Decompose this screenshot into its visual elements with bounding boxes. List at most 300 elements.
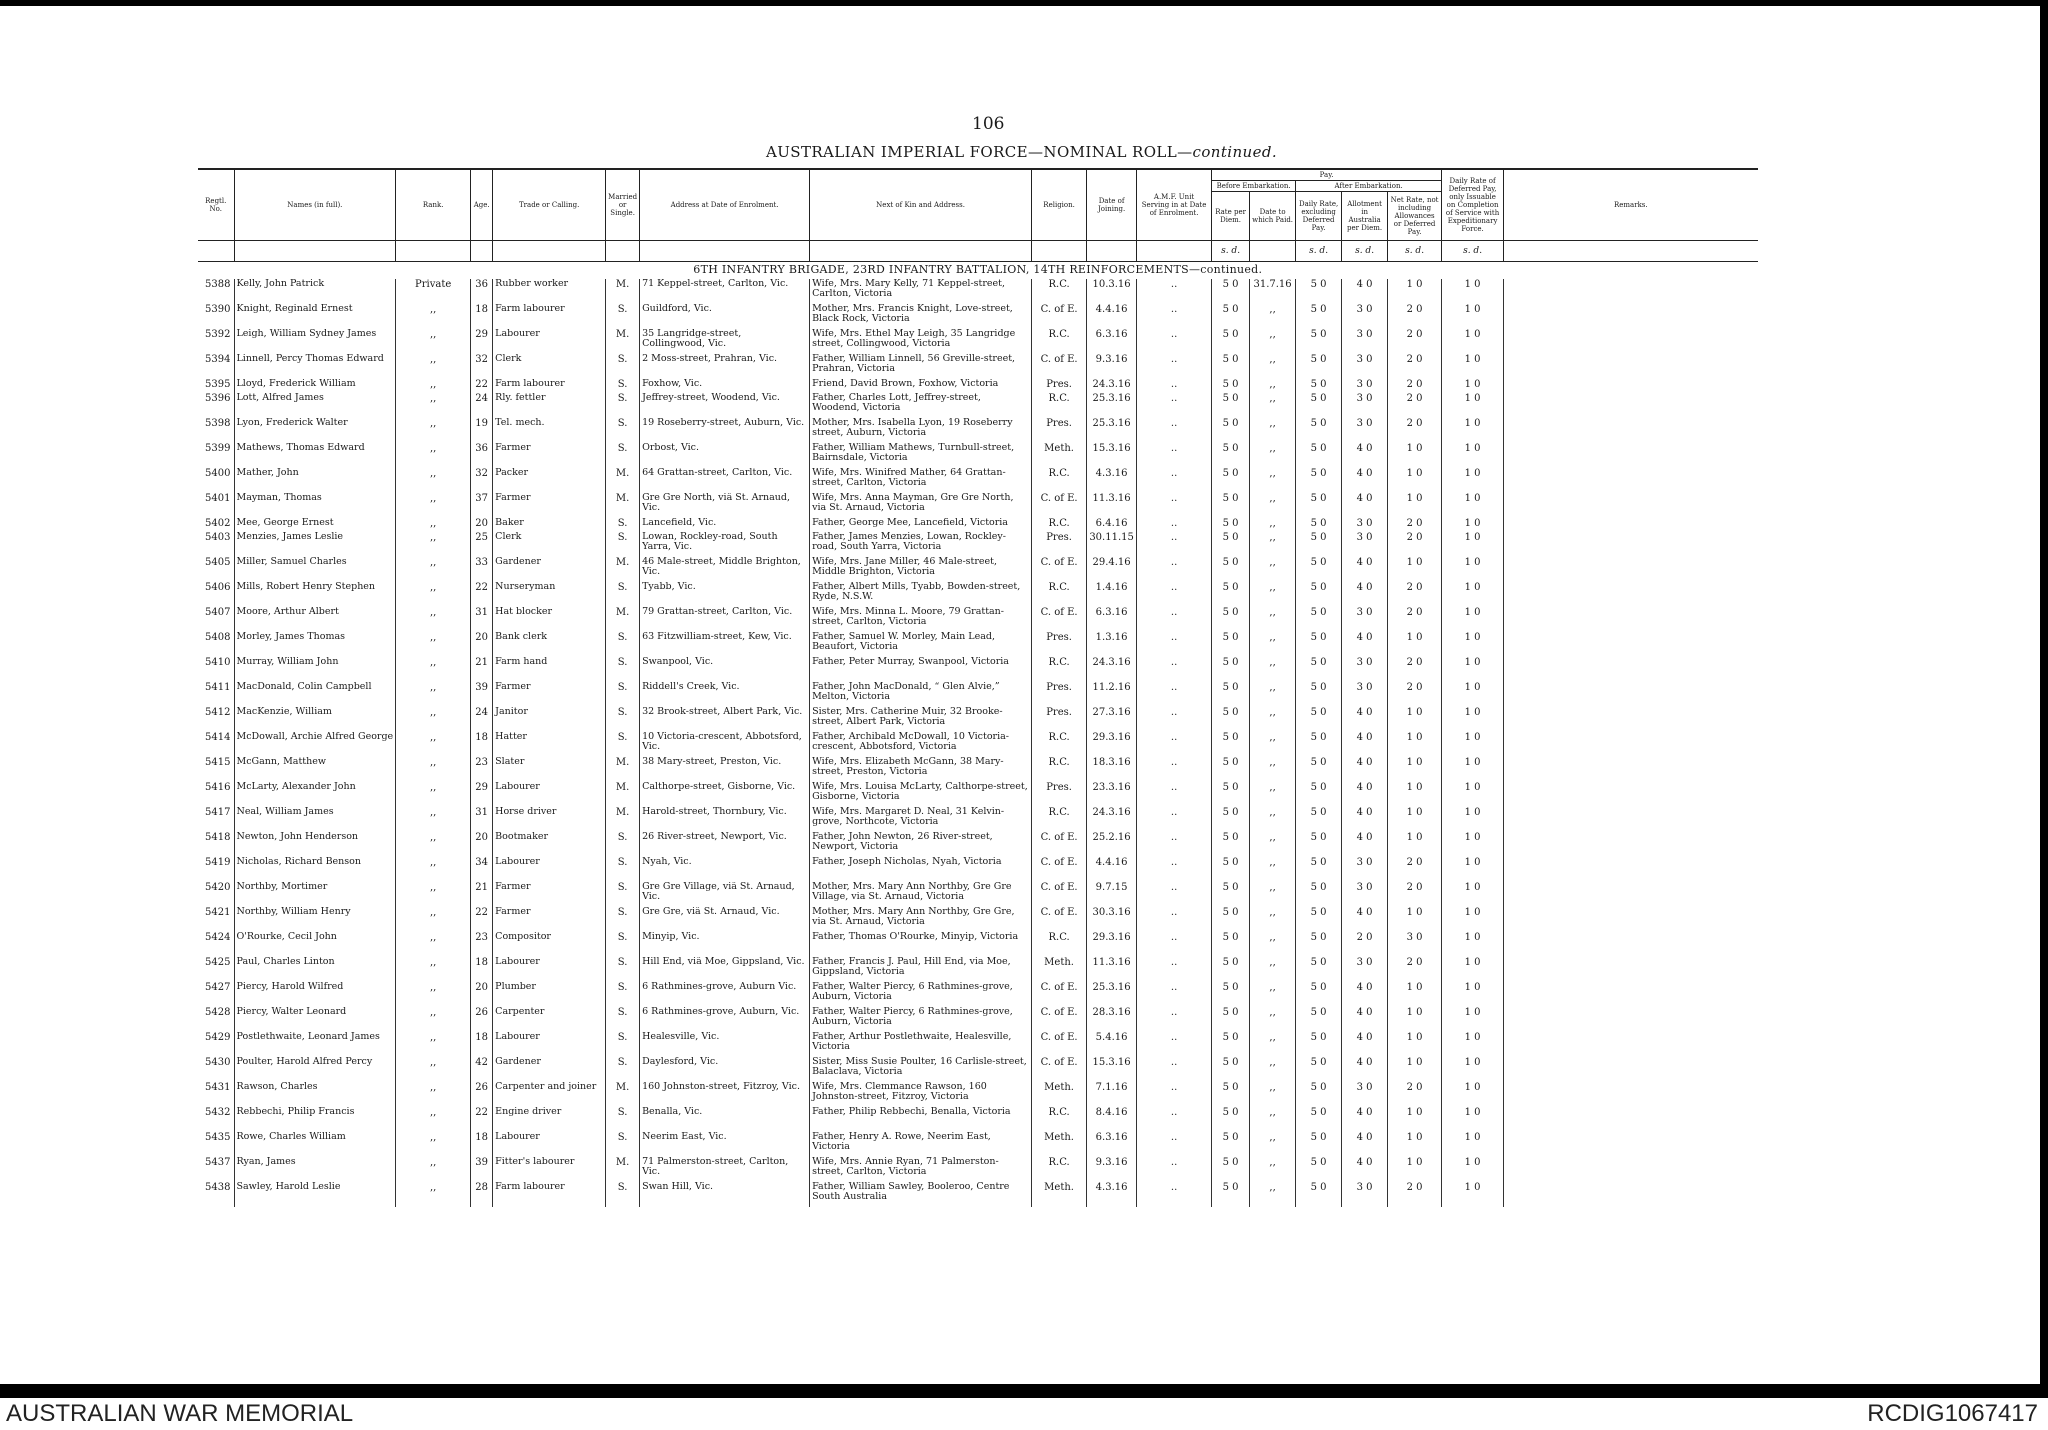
age-cell: 18 [471, 732, 493, 757]
roll-body [198, 262, 1758, 1208]
married-cell: M. [606, 1157, 640, 1182]
date-joining-cell: 7.1.16 [1087, 1082, 1137, 1107]
name-cell: Menzies, James Leslie [234, 532, 396, 557]
address-cell: 160 Johnston-street, Fitzroy, Vic. [640, 1082, 810, 1107]
name-cell: Rowe, Charles William [234, 1132, 396, 1157]
rate-per-diem-cell: 5 0 [1212, 982, 1250, 1007]
allotment-cell: 3 0 [1342, 657, 1388, 682]
date-paid-cell: ,, [1250, 982, 1296, 1007]
religion-cell: R.C. [1032, 518, 1087, 532]
address-cell: 35 Langridge-street, Collingwood, Vic. [640, 329, 810, 354]
rank-cell: ,, [396, 582, 471, 607]
name-cell: Piercy, Harold Wilfred [234, 982, 396, 1007]
next-of-kin-cell: Father, Archibald McDowall, 10 Victoria-crescent, Abbotsford, Victoria [810, 732, 1032, 757]
religion-cell: C. of E. [1032, 1032, 1087, 1057]
rate-per-diem-cell: 5 0 [1212, 757, 1250, 782]
rank-cell: ,, [396, 493, 471, 518]
age-cell: 18 [471, 1032, 493, 1057]
trade-cell: Hatter [493, 732, 606, 757]
regtl-no-cell: 5415 [205, 757, 231, 768]
net-rate-cell: 1 0 [1388, 782, 1442, 807]
married-cell: S. [606, 304, 640, 329]
rate-per-diem-cell: 5 0 [1212, 682, 1250, 707]
deferred-rate-cell: 1 0 [1442, 732, 1504, 757]
date-paid-cell: ,, [1250, 443, 1296, 468]
religion-cell: C. of E. [1032, 304, 1087, 329]
rank-cell: ,, [396, 1057, 471, 1082]
rank-cell: ,, [396, 379, 471, 393]
next-of-kin-cell: Wife, Mrs. Winifred Mather, 64 Grattan-street, Carlton, Victoria [810, 468, 1032, 493]
rate-per-diem-cell: 5 0 [1212, 354, 1250, 379]
regtl-no-cell: 5392 [205, 329, 231, 340]
date-joining-cell: 6.3.16 [1087, 329, 1137, 354]
remarks-cell [1504, 832, 1758, 857]
deferred-rate-cell: 1 0 [1442, 782, 1504, 807]
allotment-cell: 3 0 [1342, 418, 1388, 443]
religion-cell: Pres. [1032, 782, 1087, 807]
married-cell: M. [606, 1082, 640, 1107]
rate-per-diem-cell: 5 0 [1212, 468, 1250, 493]
allotment-cell: 3 0 [1342, 304, 1388, 329]
net-rate-cell: 1 0 [1388, 1007, 1442, 1032]
age-cell: 28 [471, 1182, 493, 1207]
remarks-cell [1504, 907, 1758, 932]
allotment-cell: 4 0 [1342, 1132, 1388, 1157]
date-joining-cell: 28.3.16 [1087, 1007, 1137, 1032]
deferred-rate-cell: 1 0 [1442, 1082, 1504, 1107]
date-paid-cell: ,, [1250, 932, 1296, 957]
allotment-cell: 3 0 [1342, 329, 1388, 354]
age-cell: 24 [471, 707, 493, 732]
date-paid-cell: ,, [1250, 907, 1296, 932]
daily-rate-cell: 5 0 [1296, 279, 1342, 304]
religion-cell: Meth. [1032, 1082, 1087, 1107]
married-cell: S. [606, 1132, 640, 1157]
remarks-cell [1504, 393, 1758, 418]
remarks-cell [1504, 932, 1758, 957]
name-cell: Ryan, James [234, 1157, 396, 1182]
net-rate-cell: 2 0 [1388, 379, 1442, 393]
religion-cell: R.C. [1032, 657, 1087, 682]
next-of-kin-cell: Wife, Mrs. Louisa McLarty, Calthorpe-street, Gisborne, Victoria [810, 782, 1032, 807]
name-cell: Lloyd, Frederick William [234, 379, 396, 393]
regtl-no-cell: 5414 [205, 732, 231, 743]
next-of-kin-cell: Father, Thomas O'Rourke, Minyip, Victoria [810, 932, 1032, 957]
trade-cell: Carpenter and joiner [493, 1082, 606, 1107]
name-cell: Piercy, Walter Leonard [234, 1007, 396, 1032]
amf-unit-cell: .. [1137, 1007, 1212, 1032]
amf-unit-cell: .. [1137, 1082, 1212, 1107]
allotment-cell: 4 0 [1342, 732, 1388, 757]
table-row [198, 782, 1758, 807]
married-cell: S. [606, 379, 640, 393]
table-row [198, 607, 1758, 632]
date-joining-cell: 6.3.16 [1087, 1132, 1137, 1157]
trade-cell: Rubber worker [493, 279, 606, 304]
age-cell: 26 [471, 1082, 493, 1107]
address-cell: Gre Gre, viâ St. Arnaud, Vic. [640, 907, 810, 932]
rate-per-diem-cell: 5 0 [1212, 732, 1250, 757]
name-cell: Mathews, Thomas Edward [234, 443, 396, 468]
col-rate-per-diem: Rate per Diem. [1212, 192, 1250, 241]
daily-rate-cell: 5 0 [1296, 1182, 1342, 1207]
table-row [198, 707, 1758, 732]
net-rate-cell: 2 0 [1388, 418, 1442, 443]
address-cell: 63 Fitzwilliam-street, Kew, Vic. [640, 632, 810, 657]
rank-cell: ,, [396, 682, 471, 707]
trade-cell: Labourer [493, 1132, 606, 1157]
rate-per-diem-cell: 5 0 [1212, 582, 1250, 607]
net-rate-cell: 3 0 [1388, 932, 1442, 957]
rate-per-diem-cell: 5 0 [1212, 443, 1250, 468]
regtl-no-cell: 5420 [205, 882, 231, 893]
table-row [198, 882, 1758, 907]
married-cell: S. [606, 832, 640, 857]
address-cell: Swan Hill, Vic. [640, 1182, 810, 1207]
rank-cell: ,, [396, 443, 471, 468]
deferred-rate-cell: 1 0 [1442, 443, 1504, 468]
name-cell: O'Rourke, Cecil John [234, 932, 396, 957]
table-row [198, 518, 1758, 532]
trade-cell: Carpenter [493, 1007, 606, 1032]
name-cell: Mather, John [234, 468, 396, 493]
rate-per-diem-cell: 5 0 [1212, 532, 1250, 557]
table-row [198, 932, 1758, 957]
deferred-rate-cell: 1 0 [1442, 418, 1504, 443]
table-row [198, 304, 1758, 329]
age-cell: 39 [471, 682, 493, 707]
table-row [198, 1007, 1758, 1032]
daily-rate-cell: 5 0 [1296, 657, 1342, 682]
age-cell: 18 [471, 957, 493, 982]
date-paid-cell: ,, [1250, 493, 1296, 518]
daily-rate-cell: 5 0 [1296, 932, 1342, 957]
col-trade: Trade or Calling. [493, 169, 606, 241]
age-cell: 20 [471, 518, 493, 532]
deferred-rate-cell: 1 0 [1442, 582, 1504, 607]
regtl-no-cell: 5429 [205, 1032, 231, 1043]
name-cell: Mee, George Ernest [234, 518, 396, 532]
age-cell: 22 [471, 379, 493, 393]
rank-cell: ,, [396, 393, 471, 418]
trade-cell: Packer [493, 468, 606, 493]
daily-rate-cell: 5 0 [1296, 557, 1342, 582]
trade-cell: Farmer [493, 882, 606, 907]
unit-sd: s. d. [1212, 241, 1250, 262]
date-joining-cell: 11.3.16 [1087, 957, 1137, 982]
next-of-kin-cell: Father, George Mee, Lancefield, Victoria [810, 518, 1032, 532]
daily-rate-cell: 5 0 [1296, 379, 1342, 393]
scan-border-top [0, 0, 2048, 6]
date-paid-cell: ,, [1250, 1057, 1296, 1082]
address-cell: Healesville, Vic. [640, 1032, 810, 1057]
remarks-cell [1504, 757, 1758, 782]
name-cell: Miller, Samuel Charles [234, 557, 396, 582]
remarks-cell [1504, 1007, 1758, 1032]
next-of-kin-cell: Father, John MacDonald, “ Glen Alvie,” Melton, Victoria [810, 682, 1032, 707]
remarks-cell [1504, 443, 1758, 468]
deferred-rate-cell: 1 0 [1442, 518, 1504, 532]
rate-per-diem-cell: 5 0 [1212, 1032, 1250, 1057]
col-names: Names (in full). [234, 169, 396, 241]
address-cell: Harold-street, Thornbury, Vic. [640, 807, 810, 832]
amf-unit-cell: .. [1137, 1182, 1212, 1207]
address-cell: Calthorpe-street, Gisborne, Vic. [640, 782, 810, 807]
date-paid-cell: ,, [1250, 1007, 1296, 1032]
next-of-kin-cell: Wife, Mrs. Margaret D. Neal, 31 Kelvin-grove, Northcote, Victoria [810, 807, 1032, 832]
trade-cell: Compositor [493, 932, 606, 957]
trade-cell: Farm labourer [493, 379, 606, 393]
address-cell: Guildford, Vic. [640, 304, 810, 329]
remarks-cell [1504, 518, 1758, 532]
next-of-kin-cell: Mother, Mrs. Francis Knight, Love-street, Black Rock, Victoria [810, 304, 1032, 329]
age-cell: 22 [471, 1107, 493, 1132]
date-joining-cell: 9.7.15 [1087, 882, 1137, 907]
religion-cell: R.C. [1032, 468, 1087, 493]
net-rate-cell: 2 0 [1388, 882, 1442, 907]
address-cell: Lowan, Rockley-road, South Yarra, Vic. [640, 532, 810, 557]
married-cell: S. [606, 1007, 640, 1032]
regtl-no-cell: 5406 [205, 582, 231, 593]
address-cell: 32 Brook-street, Albert Park, Vic. [640, 707, 810, 732]
religion-cell: C. of E. [1032, 557, 1087, 582]
allotment-cell: 3 0 [1342, 379, 1388, 393]
date-paid-cell: ,, [1250, 757, 1296, 782]
regtl-no-cell: 5432 [205, 1107, 231, 1118]
address-cell: 6 Rathmines-grove, Auburn Vic. [640, 982, 810, 1007]
table-row [198, 279, 1758, 304]
rate-per-diem-cell: 5 0 [1212, 1057, 1250, 1082]
married-cell: S. [606, 582, 640, 607]
deferred-rate-cell: 1 0 [1442, 957, 1504, 982]
date-joining-cell: 29.3.16 [1087, 732, 1137, 757]
deferred-rate-cell: 1 0 [1442, 279, 1504, 304]
date-paid-cell: ,, [1250, 657, 1296, 682]
table-row [198, 757, 1758, 782]
col-net-rate: Net Rate, not including Allowances or Deferred Pay. [1388, 192, 1442, 241]
remarks-cell [1504, 279, 1758, 304]
net-rate-cell: 1 0 [1388, 732, 1442, 757]
allotment-cell: 3 0 [1342, 607, 1388, 632]
religion-cell: R.C. [1032, 1107, 1087, 1132]
deferred-rate-cell: 1 0 [1442, 982, 1504, 1007]
name-cell: Mills, Robert Henry Stephen [234, 582, 396, 607]
regtl-no-cell: 5405 [205, 557, 231, 568]
amf-unit-cell: .. [1137, 807, 1212, 832]
table-row [198, 807, 1758, 832]
married-cell: M. [606, 493, 640, 518]
date-paid-cell: ,, [1250, 632, 1296, 657]
rate-per-diem-cell: 5 0 [1212, 518, 1250, 532]
footer-source: AUSTRALIAN WAR MEMORIAL [6, 1400, 354, 1427]
deferred-rate-cell: 1 0 [1442, 393, 1504, 418]
age-cell: 20 [471, 832, 493, 857]
married-cell: S. [606, 707, 640, 732]
date-joining-cell: 15.3.16 [1087, 1057, 1137, 1082]
age-cell: 21 [471, 882, 493, 907]
net-rate-cell: 1 0 [1388, 832, 1442, 857]
married-cell: M. [606, 757, 640, 782]
amf-unit-cell: .. [1137, 532, 1212, 557]
rate-per-diem-cell: 5 0 [1212, 857, 1250, 882]
allotment-cell: 3 0 [1342, 1182, 1388, 1207]
regtl-no-cell: 5418 [205, 832, 231, 843]
regtl-no-cell: 5398 [205, 418, 231, 429]
date-paid-cell: ,, [1250, 1032, 1296, 1057]
religion-cell: R.C. [1032, 757, 1087, 782]
name-cell: Murray, William John [234, 657, 396, 682]
trade-cell: Bank clerk [493, 632, 606, 657]
table-row [198, 657, 1758, 682]
remarks-cell [1504, 379, 1758, 393]
amf-unit-cell: .. [1137, 832, 1212, 857]
net-rate-cell: 1 0 [1388, 279, 1442, 304]
regtl-no-cell: 5396 [205, 393, 231, 404]
table-row [198, 354, 1758, 379]
address-cell: Minyip, Vic. [640, 932, 810, 957]
daily-rate-cell: 5 0 [1296, 304, 1342, 329]
age-cell: 34 [471, 857, 493, 882]
daily-rate-cell: 5 0 [1296, 807, 1342, 832]
net-rate-cell: 2 0 [1388, 393, 1442, 418]
unit-sd: s. d. [1442, 241, 1504, 262]
table-row [198, 532, 1758, 557]
religion-cell: Pres. [1032, 532, 1087, 557]
regtl-no-cell: 5437 [205, 1157, 231, 1168]
regtl-no-cell: 5402 [205, 518, 231, 529]
date-paid-cell: 31.7.16 [1250, 279, 1296, 304]
remarks-cell [1504, 329, 1758, 354]
trade-cell: Farm labourer [493, 304, 606, 329]
daily-rate-cell: 5 0 [1296, 982, 1342, 1007]
date-paid-cell: ,, [1250, 582, 1296, 607]
allotment-cell: 3 0 [1342, 532, 1388, 557]
trade-cell: Labourer [493, 782, 606, 807]
religion-cell: Pres. [1032, 632, 1087, 657]
rank-cell: ,, [396, 657, 471, 682]
next-of-kin-cell: Father, Walter Piercy, 6 Rathmines-grove, Auburn, Victoria [810, 982, 1032, 1007]
section-heading: 6TH INFANTRY BRIGADE, 23RD INFANTRY BATTALION, 14TH REINFORCEMENTS—continued. [693, 263, 1263, 276]
daily-rate-cell: 5 0 [1296, 1007, 1342, 1032]
amf-unit-cell: .. [1137, 1057, 1212, 1082]
married-cell: M. [606, 279, 640, 304]
allotment-cell: 4 0 [1342, 582, 1388, 607]
age-cell: 22 [471, 907, 493, 932]
religion-cell: Meth. [1032, 957, 1087, 982]
rate-per-diem-cell: 5 0 [1212, 707, 1250, 732]
name-cell: McGann, Matthew [234, 757, 396, 782]
amf-unit-cell: .. [1137, 393, 1212, 418]
rate-per-diem-cell: 5 0 [1212, 1182, 1250, 1207]
rank-cell: ,, [396, 1157, 471, 1182]
date-joining-cell: 30.11.15 [1087, 532, 1137, 557]
age-cell: 22 [471, 582, 493, 607]
allotment-cell: 4 0 [1342, 468, 1388, 493]
married-cell: S. [606, 1107, 640, 1132]
table-row [198, 907, 1758, 932]
allotment-cell: 3 0 [1342, 354, 1388, 379]
net-rate-cell: 1 0 [1388, 807, 1442, 832]
deferred-rate-cell: 1 0 [1442, 932, 1504, 957]
daily-rate-cell: 5 0 [1296, 418, 1342, 443]
married-cell: M. [606, 782, 640, 807]
deferred-rate-cell: 1 0 [1442, 1132, 1504, 1157]
date-joining-cell: 5.4.16 [1087, 1032, 1137, 1057]
trade-cell: Janitor [493, 707, 606, 732]
remarks-cell [1504, 1057, 1758, 1082]
name-cell: Kelly, John Patrick [234, 279, 396, 304]
net-rate-cell: 2 0 [1388, 957, 1442, 982]
religion-cell: R.C. [1032, 807, 1087, 832]
next-of-kin-cell: Wife, Mrs. Mary Kelly, 71 Keppel-street, Carlton, Victoria [810, 279, 1032, 304]
date-joining-cell: 1.3.16 [1087, 632, 1137, 657]
date-joining-cell: 6.4.16 [1087, 518, 1137, 532]
married-cell: M. [606, 607, 640, 632]
deferred-rate-cell: 1 0 [1442, 557, 1504, 582]
daily-rate-cell: 5 0 [1296, 443, 1342, 468]
remarks-cell [1504, 1157, 1758, 1182]
rate-per-diem-cell: 5 0 [1212, 1082, 1250, 1107]
header-row-units [198, 241, 1758, 262]
married-cell: S. [606, 682, 640, 707]
rank-cell: ,, [396, 907, 471, 932]
allotment-cell: 3 0 [1342, 518, 1388, 532]
col-regtl-no: Regtl. No. [198, 169, 234, 241]
amf-unit-cell: .. [1137, 443, 1212, 468]
married-cell: S. [606, 957, 640, 982]
allotment-cell: 3 0 [1342, 393, 1388, 418]
name-cell: Northby, Mortimer [234, 882, 396, 907]
rank-cell: ,, [396, 1082, 471, 1107]
regtl-no-cell: 5428 [205, 1007, 231, 1018]
amf-unit-cell: .. [1137, 1132, 1212, 1157]
regtl-no-cell: 5408 [205, 632, 231, 643]
date-paid-cell: ,, [1250, 807, 1296, 832]
date-joining-cell: 25.3.16 [1087, 418, 1137, 443]
daily-rate-cell: 5 0 [1296, 832, 1342, 857]
net-rate-cell: 2 0 [1388, 1082, 1442, 1107]
date-joining-cell: 4.4.16 [1087, 304, 1137, 329]
daily-rate-cell: 5 0 [1296, 632, 1342, 657]
col-before-embarkation: Before Embarkation. [1212, 181, 1296, 192]
table-row [198, 329, 1758, 354]
address-cell: 6 Rathmines-grove, Auburn, Vic. [640, 1007, 810, 1032]
allotment-cell: 4 0 [1342, 1007, 1388, 1032]
rank-cell: ,, [396, 857, 471, 882]
daily-rate-cell: 5 0 [1296, 1032, 1342, 1057]
date-paid-cell: ,, [1250, 1182, 1296, 1207]
amf-unit-cell: .. [1137, 732, 1212, 757]
remarks-cell [1504, 557, 1758, 582]
remarks-cell [1504, 1082, 1758, 1107]
name-cell: Newton, John Henderson [234, 832, 396, 857]
daily-rate-cell: 5 0 [1296, 732, 1342, 757]
remarks-cell [1504, 493, 1758, 518]
next-of-kin-cell: Wife, Mrs. Annie Ryan, 71 Palmerston-street, Carlton, Victoria [810, 1157, 1032, 1182]
rank-cell: ,, [396, 557, 471, 582]
col-next-of-kin: Next of Kin and Address. [810, 169, 1032, 241]
regtl-no-cell: 5416 [205, 782, 231, 793]
date-paid-cell: ,, [1250, 607, 1296, 632]
name-cell: Lott, Alfred James [234, 393, 396, 418]
address-cell: Gre Gre Village, viâ St. Arnaud, Vic. [640, 882, 810, 907]
date-joining-cell: 1.4.16 [1087, 582, 1137, 607]
net-rate-cell: 2 0 [1388, 682, 1442, 707]
married-cell: S. [606, 882, 640, 907]
address-cell: Nyah, Vic. [640, 857, 810, 882]
name-cell: Postlethwaite, Leonard James [234, 1032, 396, 1057]
next-of-kin-cell: Father, Samuel W. Morley, Main Lead, Beaufort, Victoria [810, 632, 1032, 657]
